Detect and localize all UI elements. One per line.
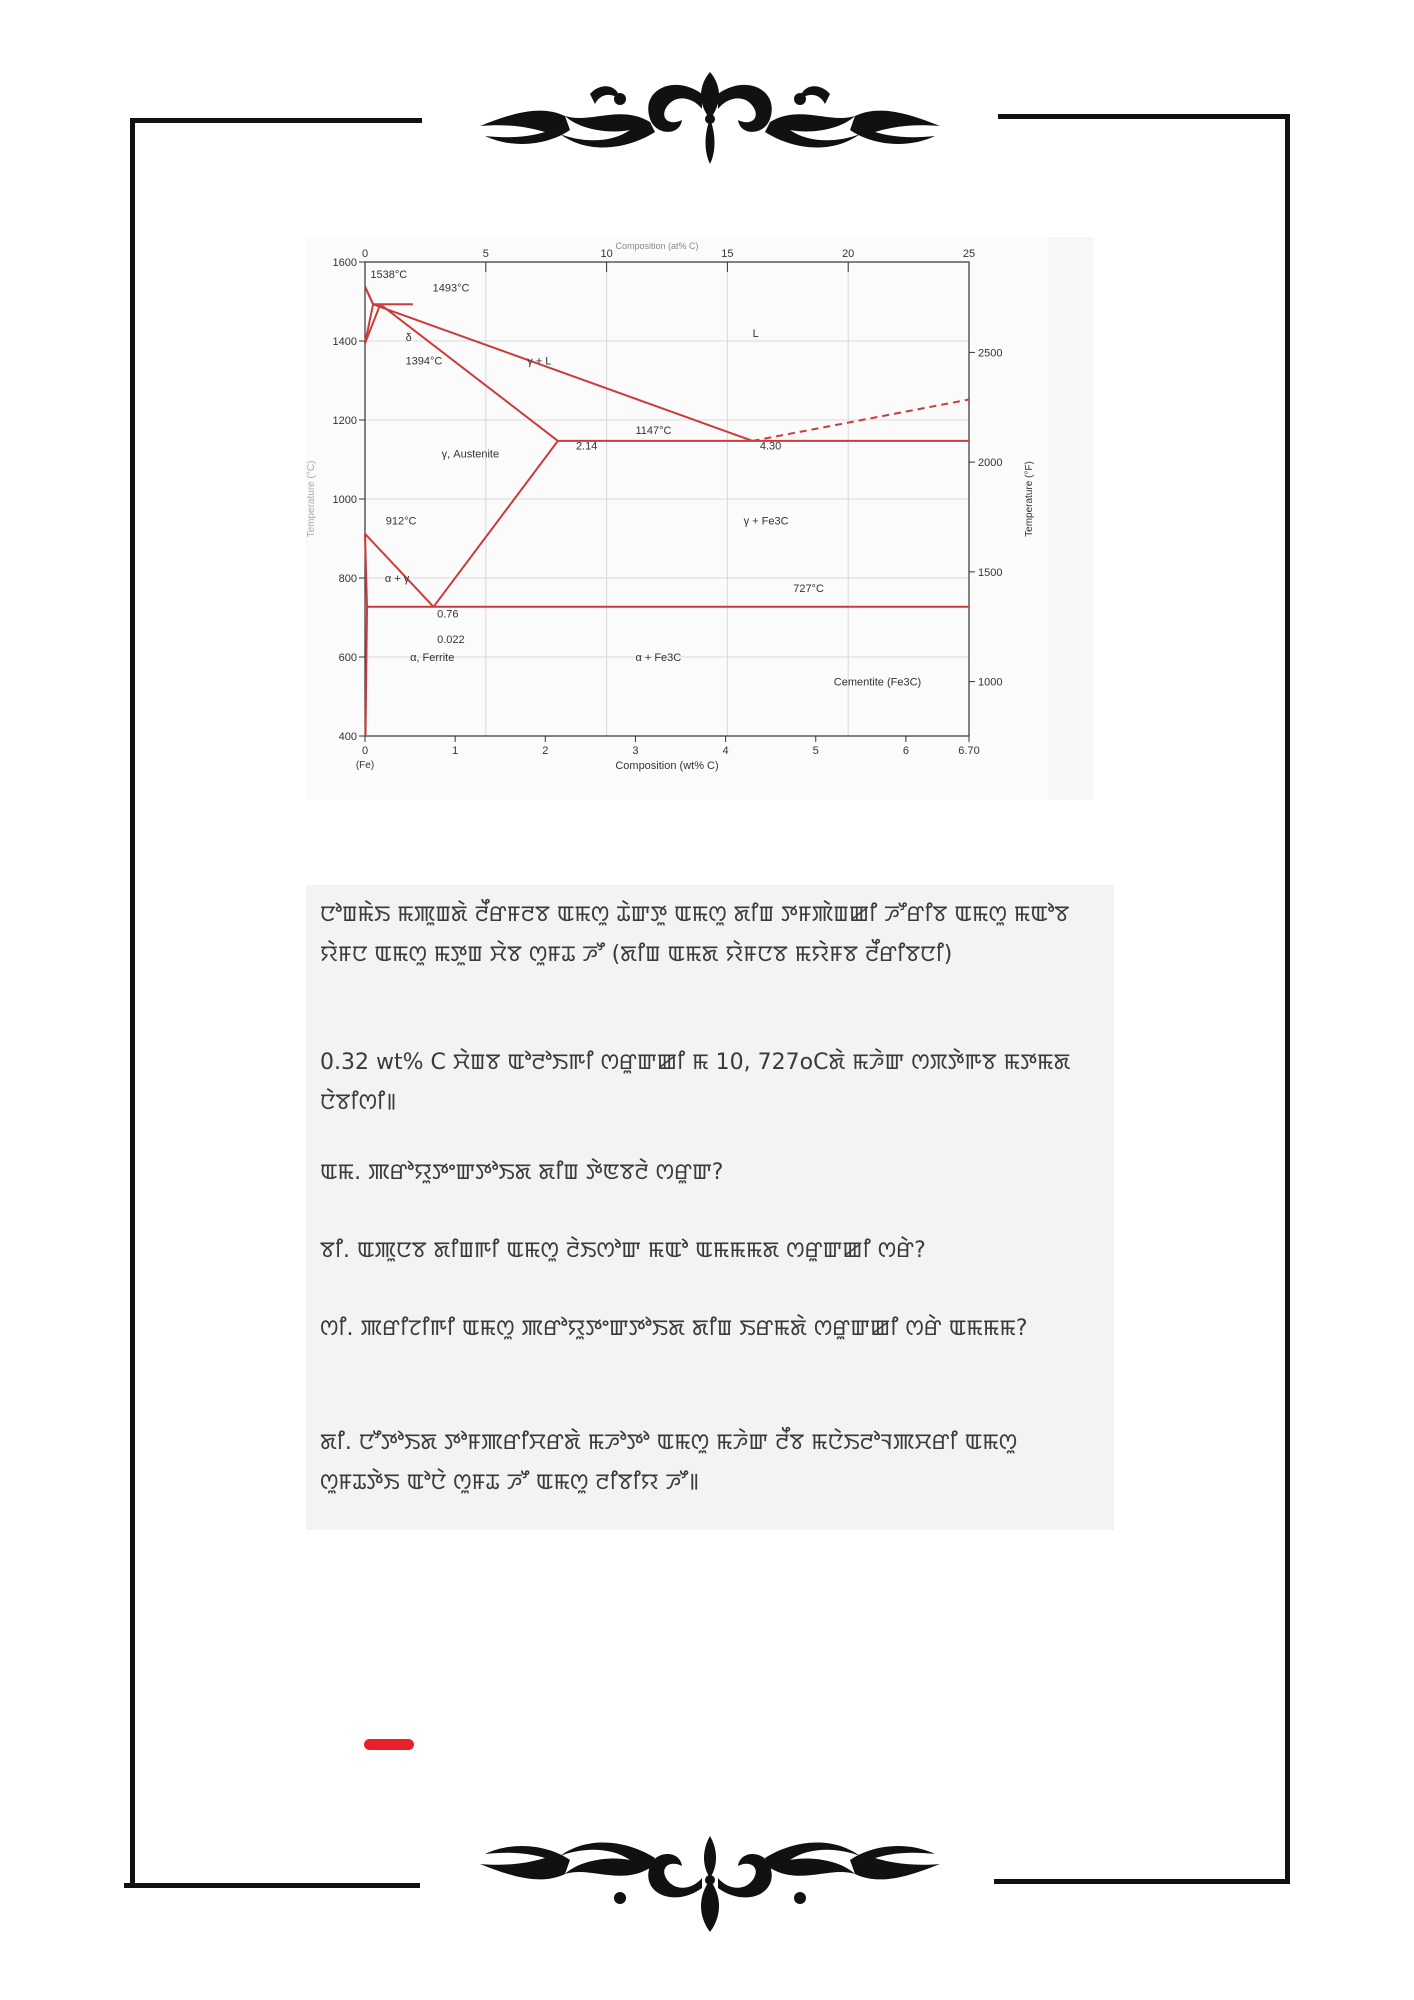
phase-label-18: Cementite (Fe3C) bbox=[833, 676, 922, 689]
y-axis-tick-label: 1000 bbox=[332, 494, 357, 506]
frame-bottom-left bbox=[124, 1883, 420, 1888]
right-axis-label: Temperature (°F) bbox=[1024, 461, 1035, 537]
phase-label-7: 2.14 bbox=[575, 440, 598, 453]
phase-label-14: 0.76 bbox=[437, 608, 459, 621]
top-axis-tick-label: 20 bbox=[842, 248, 855, 260]
question-d: ꯗꯤ. ꯅꯧꯇꯣꯏꯗ ꯇꯣꯝꯄꯔꯤꯆꯔꯗꯥ ꯃꯍꯣꯇꯣ ꯑꯃꯁꯨ ꯃꯍꯥꯛ ꯂꯩꯕ ꯃꯅꯥꯏꯂꯣꯜꯄꯆꯔꯤ ꯑꯃꯁꯨ ꯁꯨꯝꯊꯇꯥꯏ ꯑꯣꯅꯥ ꯁꯨꯝꯊ ꯍꯧ ꯑꯃꯁꯨ ꯂꯤꯕꯤꯌ ꯍꯧ꯫ bbox=[320, 1430, 1018, 1495]
phase-line-delta-solidus bbox=[365, 287, 373, 305]
top-axis-tick-label: 10 bbox=[600, 248, 613, 260]
phase-label-3: 1394°C bbox=[405, 355, 443, 368]
phase-label-2: δ bbox=[405, 332, 412, 344]
y-axis-tick-label: 1200 bbox=[332, 415, 357, 427]
left-axis-label: Temperature (°C) bbox=[306, 460, 317, 538]
phase-line-solvus bbox=[366, 607, 368, 736]
x-axis-tick-label: 5 bbox=[812, 745, 819, 757]
y-axis-tick-label: 1400 bbox=[332, 336, 357, 348]
phase-label-12: 727°C bbox=[793, 582, 824, 595]
right-axis-tick-label: 1000 bbox=[978, 676, 1003, 689]
top-axis-tick-label: 5 bbox=[482, 248, 489, 260]
question-card bbox=[306, 885, 1114, 1530]
frame-top-left bbox=[130, 118, 422, 123]
x-axis-tick-label: 3 bbox=[632, 745, 639, 757]
y-axis-tick-label: 400 bbox=[338, 731, 357, 743]
phase-label-16: α, Ferrite bbox=[410, 651, 455, 664]
phase-label-5: L bbox=[752, 328, 759, 341]
frame-top-right bbox=[998, 114, 1290, 119]
x-axis-label: Composition (wt% C) bbox=[615, 760, 719, 772]
question-b: ꯕꯤ. ꯑꯄꯨꯅꯕ ꯗꯤꯡꯒꯤ ꯑꯃꯁꯨ ꯂꯥꯏꯁꯣꯛ ꯃꯑꯣ ꯑꯃꯃꯃꯗ ꯁꯔꯨꯛꯀꯤ ꯁꯔꯥ? bbox=[320, 1238, 926, 1263]
y-axis-tick-label: 800 bbox=[338, 573, 357, 585]
phase-label-6: 1147°C bbox=[635, 424, 672, 437]
red-pen-mark bbox=[364, 1739, 414, 1750]
phase-label-1: 1493°C bbox=[432, 282, 470, 295]
frame-bottom-right bbox=[994, 1879, 1290, 1884]
phase-diagram bbox=[306, 237, 1094, 800]
question-c: ꯁꯤ. ꯄꯔꯤꯖꯤꯒꯤ ꯑꯃꯁꯨ ꯄꯔꯣꯌꯨꯇꯦꯛꯇꯣꯏꯗ ꯗꯤꯡ ꯏꯔꯃꯗꯥ ꯁꯔꯨꯛꯀꯤ ꯁꯔꯥ ꯑꯃꯃꯃ? bbox=[320, 1316, 1028, 1341]
frame-left bbox=[130, 118, 135, 1888]
x-axis-origin-label: (Fe) bbox=[355, 760, 375, 771]
question-paragraph-2: 0.32 wt% C ꯆꯥꯡꯕ ꯑꯣꯂꯣꯏꯒꯤ ꯁꯔꯨꯛꯀꯤ ꯃ 10, 727oCꯗꯥ ꯃꯍꯥꯛ ꯁꯞꯇꯥꯒꯕ ꯃꯇꯃꯗ ꯅꯥꯕꯤꯁꯤ꯫ bbox=[320, 1050, 1071, 1115]
phase-label-9: γ, Austenite bbox=[441, 448, 500, 461]
bottom-ornament-icon bbox=[470, 1830, 950, 1940]
right-axis-tick-label: 2500 bbox=[978, 347, 1003, 360]
right-axis-tick-label: 2000 bbox=[978, 457, 1003, 470]
x-axis-tick-label: 0 bbox=[361, 745, 369, 757]
x-axis-tick-label: 4 bbox=[722, 745, 729, 757]
phase-label-11: γ + Fe3C bbox=[743, 515, 789, 528]
phase-label-4: γ + L bbox=[527, 355, 552, 368]
phase-diagram-card bbox=[306, 237, 1094, 800]
frame-right bbox=[1285, 114, 1290, 1884]
phase-label-17: α + Fe3C bbox=[635, 651, 682, 664]
phase-label-15: 0.022 bbox=[437, 634, 465, 647]
phase-line-acm bbox=[434, 441, 558, 607]
top-axis-tick-label: 15 bbox=[721, 248, 734, 260]
top-axis-label: Composition (at% C) bbox=[615, 241, 699, 251]
top-axis-tick-label: 0 bbox=[361, 248, 369, 260]
question-paragraph-1: ꯅꯣꯡꯃꯥꯏ ꯃꯄꯨꯡꯗꯥ ꯂꯩꯔꯝꯂꯕ ꯑꯃꯁꯨ ꯊꯥꯛꯇꯨ ꯑꯃꯁꯨ ꯗꯤꯡ ꯇꯝꯄꯥꯡꯀꯤ ꯍꯧꯔꯤꯕ ꯑꯃꯁꯨ ꯃꯑꯣꯕ ꯌꯥꯝꯅ ꯑꯃꯁꯨ ꯃꯇꯨꯡ ꯆꯥꯕ ꯁꯨꯝꯊ ꯍꯧ (ꯗꯤꯡ ꯑꯃꯗ ꯌꯥꯝꯅꯕ ꯃꯌꯥꯝꯕ ꯂꯩꯔꯤꯕꯅꯤ) bbox=[320, 902, 1070, 967]
x-axis-tick-label: 6.70 bbox=[958, 745, 980, 757]
phase-line-a3 bbox=[365, 534, 434, 607]
x-axis-tick-label: 2 bbox=[542, 745, 549, 757]
phase-label-13: α + γ bbox=[384, 572, 410, 585]
phase-label-10: 912°C bbox=[385, 515, 417, 528]
y-axis-tick-label: 1600 bbox=[332, 257, 357, 269]
x-axis-tick-label: 6 bbox=[902, 745, 909, 757]
right-axis-tick-label: 1500 bbox=[978, 566, 1003, 579]
question-a: ꯑꯃ. ꯄꯔꯣꯌꯨꯇꯦꯛꯇꯣꯏꯗ ꯗꯤꯡ ꯇꯥꯟꯕꯂꯥ ꯁꯔꯨꯛ? bbox=[320, 1160, 724, 1185]
x-axis-tick-label: 1 bbox=[452, 745, 459, 757]
phase-label-8: 4.30 bbox=[759, 440, 782, 453]
y-axis-tick-label: 600 bbox=[338, 652, 357, 664]
top-ornament-icon bbox=[470, 64, 950, 174]
phase-label-0: 1538°C bbox=[370, 268, 408, 281]
top-axis-tick-label: 25 bbox=[962, 248, 976, 260]
